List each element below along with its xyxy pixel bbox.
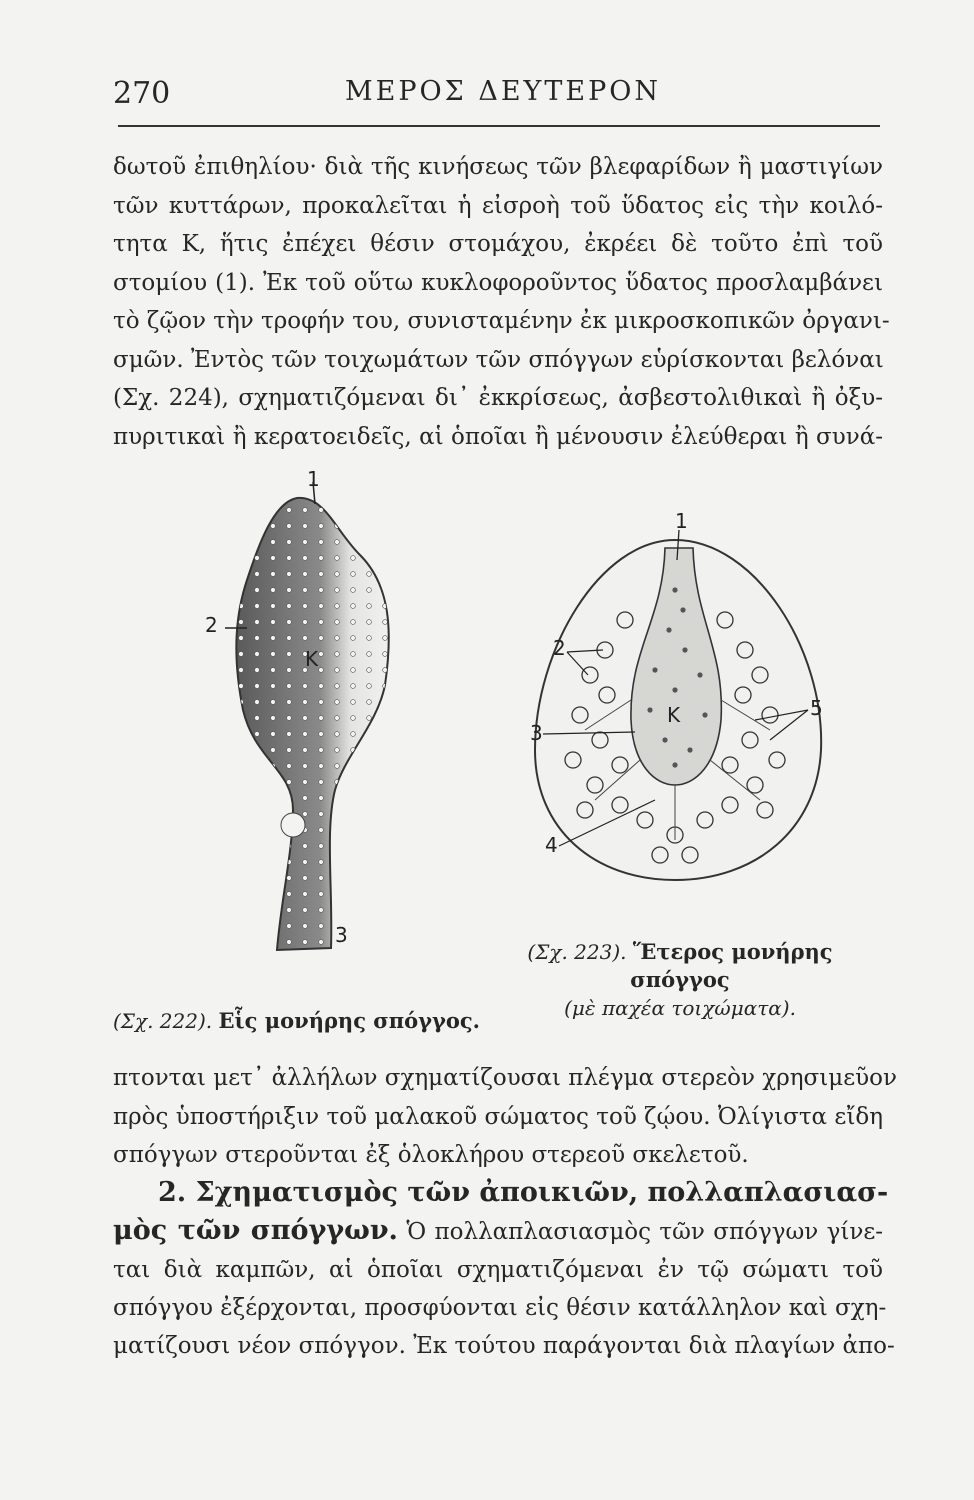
text-line: πρὸς ὑποστήριξιν τοῦ μαλακοῦ σώματος τοῦ ζῴου. Ὀλίγιστα εἴδη xyxy=(113,1103,883,1130)
figure-222-caption xyxy=(113,1008,480,1033)
text-line: δωτοῦ ἐπιθηλίου· διὰ τῆς κινήσεως τῶν βλεφαρίδων ἢ μαστιγίων xyxy=(113,154,883,180)
text-line xyxy=(113,1212,883,1251)
body-paragraph-bottom xyxy=(113,1059,897,1175)
text-line: ματίζουσι νέον σπόγγον. Ἐκ τούτου παράγονται διὰ πλαγίων ἀπο- xyxy=(113,1333,895,1359)
text-line: τὸ ζῷον τὴν τροφήν του, συνισταμένην ἐκ μικροσκοπικῶν ὀργανι- xyxy=(113,308,890,334)
bud-opening xyxy=(281,813,305,837)
section-title-cont: μὸς τῶν σπόγγων. xyxy=(113,1215,398,1246)
figure-223-label-2: 2 xyxy=(553,636,566,660)
text-line: ται διὰ καμπῶν, αἱ ὁποῖαι σχηματιζόμεναι ἐν τῷ σώματι τοῦ xyxy=(113,1257,883,1283)
figure-223-label-k: K xyxy=(667,703,681,727)
figure-223-caption xyxy=(505,938,855,1022)
text-line: στομίου (1). Ἐκ τοῦ οὕτω κυκλοφοροῦντος ὕδατος προσλαμβάνει xyxy=(113,269,883,296)
figure-223-note: (μὲ παχέα τοιχώματα). xyxy=(564,996,796,1020)
section-first-line: Ὁ πολλαπλασιασμὸς τῶν σπόγγων γίνε- xyxy=(406,1219,884,1245)
sponge-figure-223 xyxy=(525,500,845,890)
figure-222-title: Εἷς μονήρης σπόγγος. xyxy=(218,1008,480,1033)
section-title: 2. Σχηματισμὸς τῶν ἀποικιῶν, πολλαπλασιασ- xyxy=(158,1177,889,1208)
figure-223-title-line2: σπόγγος xyxy=(630,967,730,992)
figure-223-label-3: 3 xyxy=(530,721,543,745)
figure-223-ref: (Σχ. 223). xyxy=(527,940,627,964)
figure-222-label-k: K xyxy=(305,647,319,671)
figure-223-label-5: 5 xyxy=(810,696,823,720)
running-head: ΜΕΡΟΣ ΔΕΥΤΕΡΟΝ xyxy=(345,76,662,107)
figure-222-ref: (Σχ. 222). xyxy=(113,1009,213,1033)
text-line: (Σχ. 224), σχηματιζόμεναι δι᾽ ἐκκρίσεως, ἀσβεστολιθικαὶ ἢ ὀξυ- xyxy=(113,385,883,411)
section-2-paragraph xyxy=(113,1174,895,1365)
text-line: πτονται μετ᾽ ἀλλήλων σχηματίζουσαι πλέγμα στερεὸν χρησιμεῦον xyxy=(113,1065,897,1091)
figure-222-label-2: 2 xyxy=(205,613,218,637)
figure-222-label-3: 3 xyxy=(335,923,348,947)
text-line: σπόγγων στεροῦνται ἐξ ὁλοκλήρου στερεοῦ σκελετοῦ. xyxy=(113,1142,749,1168)
text-line: τητα Κ, ἥτις ἐπέχει θέσιν στομάχου, ἐκρέει δὲ τοῦτο ἐπὶ τοῦ xyxy=(113,231,883,257)
sponge-figure-222 xyxy=(185,470,425,970)
body-paragraph-top xyxy=(113,148,890,456)
header-rule xyxy=(118,125,880,127)
figure-222-label-1: 1 xyxy=(307,470,320,491)
text-line: σπόγγου ἐξέρχονται, προσφύονται εἰς θέσιν κατάλληλον καὶ σχη- xyxy=(113,1295,887,1321)
figure-223-label-4: 4 xyxy=(545,833,558,857)
text-line: πυριτικαὶ ἢ κερατοειδεῖς, αἱ ὁποῖαι ἢ μένουσιν ἐλεύθεραι ἢ συνά- xyxy=(113,423,883,450)
text-line: σμῶν. Ἐντὸς τῶν τοιχωμάτων τῶν σπόγγων εὑρίσκονται βελόναι xyxy=(113,346,884,373)
figure-223-label-1: 1 xyxy=(675,509,688,533)
text-line: τῶν κυττάρων, προκαλεῖται ἡ εἰσροὴ τοῦ ὕδατος εἰς τὴν κοιλό- xyxy=(113,192,883,219)
page-number: 270 xyxy=(113,76,171,111)
figure-223-title-line1: Ἕτερος μονήρης xyxy=(632,939,833,964)
